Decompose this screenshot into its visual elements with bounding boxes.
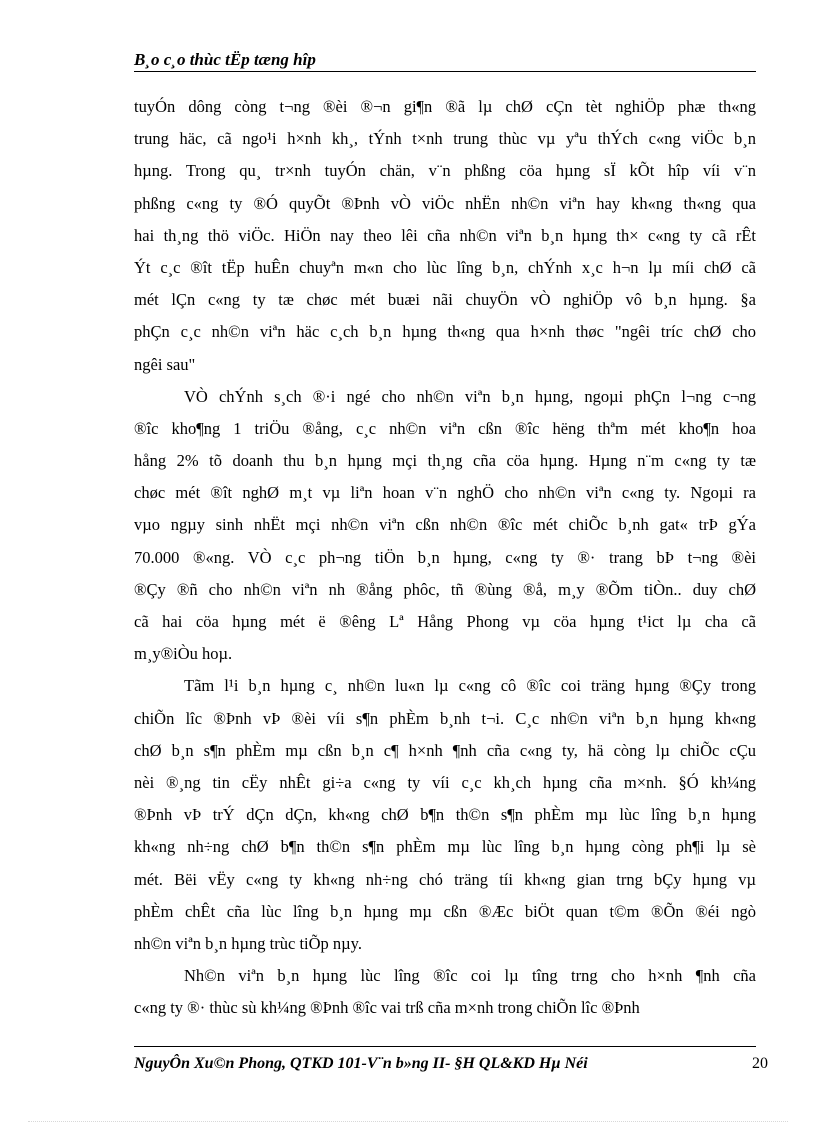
- paragraph-line: trung häc, cã ngo¹i h×nh kh¸, tÝnh t×nh trung thùc vµ yªu thÝch c«ng viÖc b¸n: [134, 129, 756, 149]
- paragraph: [134, 91, 756, 381]
- paragraph-line: ®îc kho¶ng 1 triÖu ®ång, c¸c nh©n viªn cßn ®îc hëng thªm mét kho¶n hoa: [134, 418, 756, 438]
- paragraph-line: ngêi sau": [134, 354, 196, 374]
- header-title: B¸o c¸o thùc tËp tæng hîp: [134, 50, 316, 69]
- footer-divider: [134, 1046, 756, 1047]
- paragraph-line: 70.000 ®«ng. VÒ c¸c ph¬ng tiÖn b¸n hµng, c«ng ty ®· trang bÞ t¬ng ®èi: [134, 547, 756, 567]
- paragraph: [134, 960, 756, 1024]
- paragraph-line: nèi ®¸ng tin cËy nhÊt gi÷a c«ng ty víi c¸c kh¸ch hµng cña m×nh. §Ó kh¼ng: [134, 772, 756, 792]
- paragraph-line: ®Çy ®ñ cho nh©n viªn nh ®ång phôc, tñ ®ùng ®å, m¸y ®Õm tiÒn.. duy chØ: [134, 579, 756, 599]
- paragraph-line: Nh©n viªn b¸n hµng lùc lîng ®îc coi lµ tîng trng cho h×nh ¶nh cña: [184, 966, 756, 986]
- page-edge-divider: [28, 1121, 788, 1122]
- header-divider: [134, 71, 756, 72]
- paragraph-line: chØ b¸n s¶n phÈm mµ cßn b¸n c¶ h×nh ¶nh cña c«ng ty, hä còng lµ chiÕc cÇu: [134, 740, 756, 760]
- footer-author-line: NguyÔn Xu©n Phong, QTKD 101-V¨n b»ng II- §H QL&KD Hµ Néi: [134, 1055, 588, 1072]
- paragraph-line: ®Þnh vÞ trÝ dÇn dÇn, kh«ng chØ b¶n th©n s¶n phÈm mµ lùc lîng b¸n hµng: [134, 805, 756, 825]
- document-body: [134, 91, 756, 1024]
- paragraph-line: phßng c«ng ty ®Ó quyÕt ®Þnh vÒ viÖc nhËn nh©n viªn hay kh«ng th«ng qua: [134, 193, 756, 213]
- paragraph-line: mét lÇn c«ng ty tæ chøc mét buæi nãi chuyÖn vÒ nghiÖp vô b¸n hµng. §a: [134, 290, 756, 310]
- paragraph-line: nh©n viªn b¸n hµng trùc tiÕp nµy.: [134, 933, 362, 953]
- paragraph-line: hµng. Trong qu¸ tr×nh tuyÓn chän, v¨n phßng cöa hµng sÏ kÕt hîp víi v¨n: [134, 161, 756, 181]
- page-number: 20: [752, 1055, 768, 1072]
- paragraph-line: phÈm chÊt cña lùc lîng b¸n hµng mµ cßn ®Æc biÖt quan t©m ®Õn ®éi ngò: [134, 901, 756, 921]
- paragraph-line: Ýt c¸c ®ît tËp huÊn chuyªn m«n cho lùc lîng b¸n, chÝnh x¸c h¬n lµ míi chØ cã: [134, 257, 756, 277]
- paragraph-line: kh«ng nh÷ng chØ b¶n th©n s¶n phÈm mµ lùc lîng b¸n hµng còng ph¶i lµ sè: [134, 837, 756, 857]
- paragraph: [134, 381, 756, 671]
- paragraph-line: mét. Bëi vËy c«ng ty kh«ng nh÷ng chó träng tíi kh«ng gian trng bÇy hµng vµ: [134, 869, 756, 889]
- paragraph-line: vµo ngµy sinh nhËt mçi nh©n viªn cßn nh©n ®îc mét chiÕc b¸nh gat« trÞ gÝa: [134, 515, 756, 535]
- paragraph-line: cã hai cöa hµng mét ë ®êng Lª Hång Phong vµ cöa hµng t¹ict lµ cha cã: [134, 612, 756, 631]
- paragraph-line: m¸y®iÒu hoµ.: [134, 644, 233, 664]
- paragraph-line: chiÕn lîc ®Þnh vÞ ®èi víi s¶n phÈm b¸nh t¬i. C¸c nh©n viªn b¸n hµng kh«ng: [134, 708, 756, 728]
- paragraph-line: VÒ chÝnh s¸ch ®·i ngé cho nh©n viªn b¸n hµng, ngoµi phÇn l¬ng c¬ng: [184, 386, 756, 406]
- paragraph-line: Tãm l¹i b¸n hµng c¸ nh©n lu«n lµ c«ng cô ®îc coi träng hµng ®Çy trong: [184, 676, 756, 696]
- paragraph: [134, 670, 756, 960]
- paragraph-line: hai th¸ng thö viÖc. HiÖn nay theo lêi cña nh©n viªn b¸n hµng th× c«ng ty cã rÊt: [134, 225, 756, 245]
- paragraph-line: tuyÓn dông còng t¬ng ®èi ®¬n gi¶n ®ã lµ chØ cÇn tèt nghiÖp phæ th«ng: [134, 97, 756, 116]
- paragraph-line: phÇn c¸c nh©n viªn häc c¸ch b¸n hµng th«ng qua h×nh thøc "ngêi tríc chØ cho: [134, 322, 756, 342]
- paragraph-line: chøc mét ®ît nghØ m¸t vµ liªn hoan v¨n nghÖ cho nh©n viªn c«ng ty. Ngoµi ra: [134, 483, 756, 503]
- paragraph-line: c«ng ty ®· thùc sù kh¼ng ®Þnh ®îc vai trß cña m×nh trong chiÕn lîc ®Þnh: [134, 998, 640, 1018]
- paragraph-line: hång 2% tõ doanh thu b¸n hµng mçi th¸ng cña cöa hµng. Hµng n¨m c«ng ty tæ: [134, 451, 756, 471]
